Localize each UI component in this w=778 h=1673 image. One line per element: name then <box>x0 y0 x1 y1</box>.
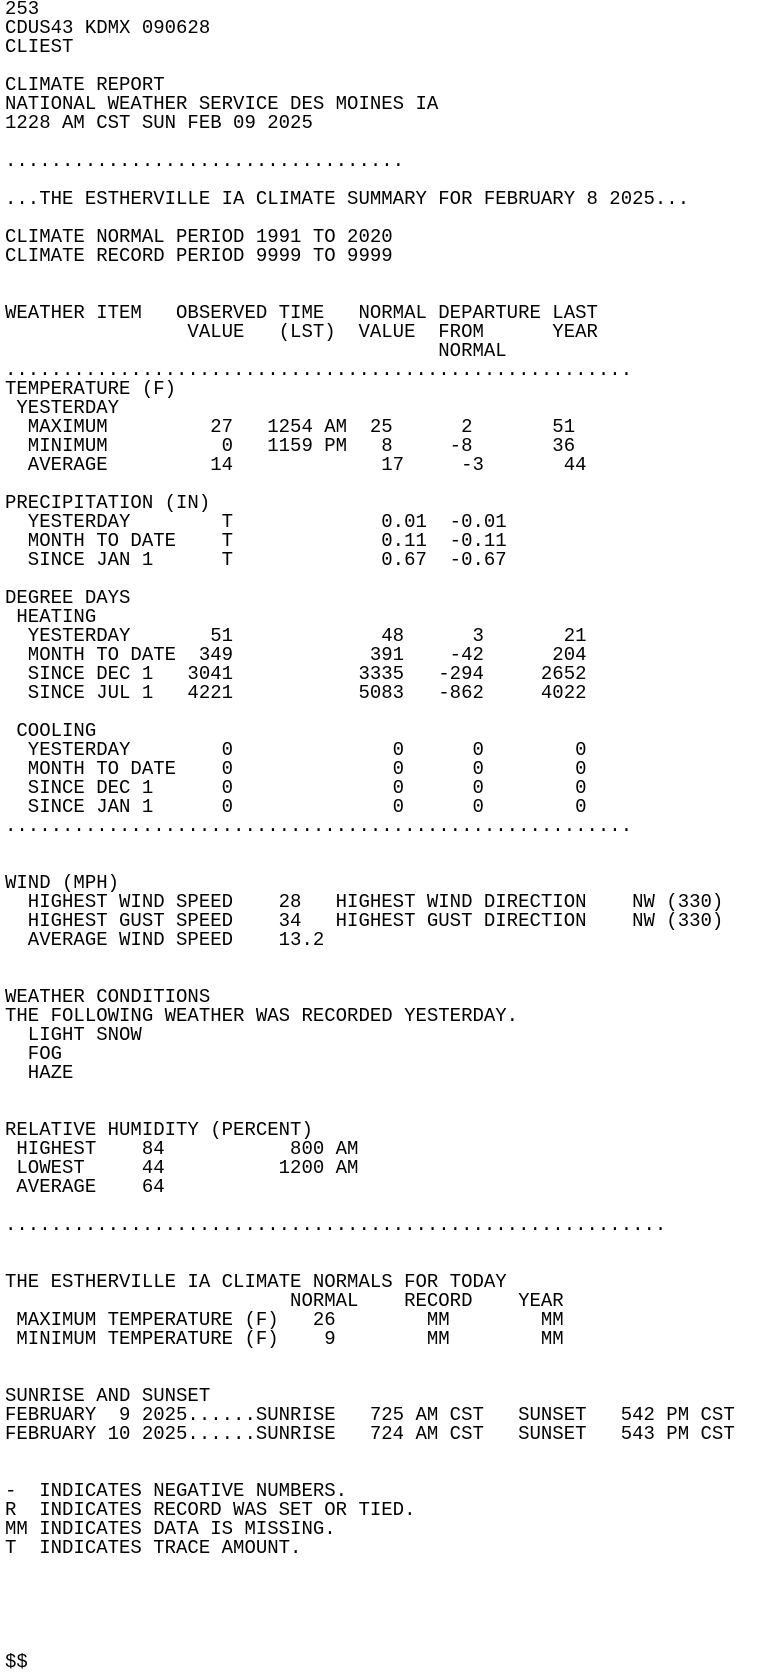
report-line: MONTH TO DATE T 0.11 -0.11 <box>5 530 507 552</box>
report-line: PRECIPITATION (IN) <box>5 492 211 514</box>
report-line: MAXIMUM TEMPERATURE (F) 26 MM MM <box>5 1309 564 1331</box>
report-line <box>5 950 778 969</box>
report-line: SINCE JAN 1 0 0 0 0 <box>5 796 587 818</box>
report-line <box>5 1615 778 1634</box>
report-line: YESTERDAY T 0.01 -0.01 <box>5 511 507 533</box>
report-line: CDUS43 KDMX 090628 <box>5 17 211 39</box>
report-line: TEMPERATURE (F) <box>5 378 177 400</box>
report-line: SINCE DEC 1 3041 3335 -294 2652 <box>5 663 587 685</box>
report-line: $$ <box>5 1651 28 1673</box>
report-line <box>5 1083 778 1102</box>
report-line: VALUE (LST) VALUE FROM YEAR <box>5 321 598 343</box>
report-line: - INDICATES NEGATIVE NUMBERS. <box>5 1480 348 1502</box>
report-line: YESTERDAY 0 0 0 0 <box>5 739 587 761</box>
report-line: 1228 AM CST SUN FEB 09 2025 <box>5 112 313 134</box>
report-line: FOG <box>5 1043 63 1065</box>
report-line <box>5 703 778 722</box>
report-line <box>5 1596 778 1615</box>
report-line: ...THE ESTHERVILLE IA CLIMATE SUMMARY FOR FEBRUARY 8 2025... <box>5 188 690 210</box>
report-line <box>5 836 778 855</box>
report-line <box>5 1444 778 1463</box>
report-line: NATIONAL WEATHER SERVICE DES MOINES IA <box>5 93 439 115</box>
report-line: ....................................................... <box>5 815 633 837</box>
report-line: COOLING <box>5 720 97 742</box>
report-line: CLIMATE RECORD PERIOD 9999 TO 9999 <box>5 245 393 267</box>
report-line <box>5 266 778 285</box>
report-line: HIGHEST WIND SPEED 28 HIGHEST WIND DIRECTION NW (330) <box>5 891 724 913</box>
report-line: AVERAGE WIND SPEED 13.2 <box>5 929 325 951</box>
report-line: HIGHEST 84 800 AM <box>5 1138 359 1160</box>
report-line <box>5 1577 778 1596</box>
report-line: .......................................................... <box>5 1214 667 1236</box>
report-line: MINIMUM TEMPERATURE (F) 9 MM MM <box>5 1328 564 1350</box>
report-line: LIGHT SNOW <box>5 1024 142 1046</box>
report-line <box>5 855 778 874</box>
report-line: AVERAGE 64 <box>5 1176 165 1198</box>
report-line: ................................... <box>5 150 405 172</box>
report-line: MONTH TO DATE 0 0 0 0 <box>5 758 587 780</box>
report-line: YESTERDAY <box>5 397 120 419</box>
report-line: SUNRISE AND SUNSET <box>5 1385 211 1407</box>
report-line <box>5 1349 778 1368</box>
report-line: THE FOLLOWING WEATHER WAS RECORDED YESTERDAY. <box>5 1005 519 1027</box>
report-line: DEGREE DAYS <box>5 587 131 609</box>
report-line: MINIMUM 0 1159 PM 8 -8 36 <box>5 435 576 457</box>
report-line: AVERAGE 14 17 -3 44 <box>5 454 587 476</box>
report-line <box>5 1235 778 1254</box>
report-line: SINCE DEC 1 0 0 0 0 <box>5 777 587 799</box>
report-line: WEATHER CONDITIONS <box>5 986 211 1008</box>
report-line: HIGHEST GUST SPEED 34 HIGHEST GUST DIRECTION NW (330) <box>5 910 724 932</box>
report-line: R INDICATES RECORD WAS SET OR TIED. <box>5 1499 416 1521</box>
report-line: FEBRUARY 10 2025......SUNRISE 724 AM CST SUNSET 543 PM CST <box>5 1423 735 1445</box>
report-line: MONTH TO DATE 349 391 -42 204 <box>5 644 587 666</box>
report-line: THE ESTHERVILLE IA CLIMATE NORMALS FOR TODAY <box>5 1271 507 1293</box>
report-line: NORMAL <box>5 340 507 362</box>
report-line: CLIMATE REPORT <box>5 74 165 96</box>
report-line: LOWEST 44 1200 AM <box>5 1157 359 1179</box>
report-line <box>5 1558 778 1577</box>
report-line: ....................................................... <box>5 359 633 381</box>
report-line: WEATHER ITEM OBSERVED TIME NORMAL DEPARTURE LAST <box>5 302 598 324</box>
report-line: FEBRUARY 9 2025......SUNRISE 725 AM CST SUNSET 542 PM CST <box>5 1404 735 1426</box>
report-line: MAXIMUM 27 1254 AM 25 2 51 <box>5 416 576 438</box>
report-line: 253 <box>5 0 40 20</box>
report-line: HEATING <box>5 606 97 628</box>
report-line: WIND (MPH) <box>5 872 120 894</box>
report-line: SINCE JUL 1 4221 5083 -862 4022 <box>5 682 587 704</box>
report-line <box>5 1634 778 1653</box>
report-line: RELATIVE HUMIDITY (PERCENT) <box>5 1119 313 1141</box>
report-line: NORMAL RECORD YEAR <box>5 1290 564 1312</box>
report-line: CLIEST <box>5 36 74 58</box>
report-line: T INDICATES TRACE AMOUNT. <box>5 1537 302 1559</box>
report-line: HAZE <box>5 1062 74 1084</box>
report-line: MM INDICATES DATA IS MISSING. <box>5 1518 336 1540</box>
report-line: YESTERDAY 51 48 3 21 <box>5 625 587 647</box>
report-line: SINCE JAN 1 T 0.67 -0.67 <box>5 549 507 571</box>
report-line: CLIMATE NORMAL PERIOD 1991 TO 2020 <box>5 226 393 248</box>
